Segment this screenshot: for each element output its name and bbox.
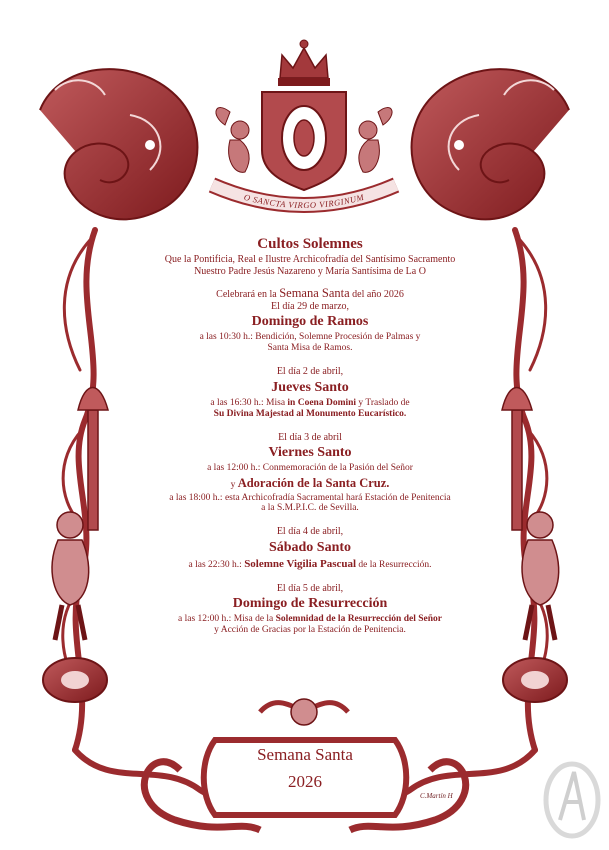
pedestal-left: [43, 658, 107, 702]
viernes-detail-2: [120, 474, 500, 492]
viernes-detail-2a: y: [230, 480, 238, 491]
intro-part-2: del año 2026: [349, 289, 404, 301]
sabado-heading: Sábado Santo: [268, 539, 352, 555]
jueves-detail-2-text: Su Divina Majestad al Monumento Eucarístico.: [213, 408, 407, 419]
sabado-date: El día 4 de abril,: [276, 526, 344, 538]
sabado-detail-1c: de la Resurrección.: [356, 559, 432, 570]
artist-signature: C.Martín H: [420, 792, 453, 800]
domingo-detail-1b: Solemnidad de la Resurrección del Señor: [275, 614, 442, 625]
cherub-head-icon: [260, 699, 348, 725]
royal-crown-icon: [278, 40, 330, 86]
cartouche-line-1: Semana Santa: [257, 745, 353, 764]
viernes-date: El día 3 de abril: [278, 431, 342, 443]
jueves-detail-1: [120, 398, 500, 409]
watermark-logo-icon: [540, 760, 604, 840]
brotherhood-line-2: Nuestro Padre Jesús Nazareno y María Santísima de La O: [194, 265, 426, 277]
dragon-scroll-right: [412, 69, 569, 219]
motto-text: O SANCTA VIRGO VIRGINUM: [242, 191, 366, 211]
pedestal-right: [503, 658, 567, 702]
domingo-detail-1a: a las 12:00 h.: Misa de la: [178, 614, 276, 625]
jueves-detail-1b: in Coena Domini: [287, 397, 357, 408]
domingo-detail-1: [120, 614, 500, 625]
coat-of-arms-icon: [262, 92, 346, 190]
dragon-scroll-left: [40, 69, 197, 219]
ramos-date: El día 29 de marzo,: [270, 300, 350, 312]
jueves-heading: Jueves Santo: [271, 379, 349, 395]
domingo-date: El día 5 de abril,: [276, 582, 344, 594]
ramos-detail-1: a las 10:30 h.: Bendición, Solemne Procesión de Palmas y: [199, 332, 421, 343]
jueves-detail-1a: a las 16:30 h.: Misa: [210, 397, 288, 408]
intro-part-1: Celebrará en la: [216, 289, 280, 301]
viernes-detail-2b: Adoración de la Santa Cruz.: [237, 476, 390, 491]
viernes-detail-4: a la S.M.P.I.C. de Sevilla.: [261, 503, 359, 514]
cherub-figure-left: [52, 512, 89, 640]
jueves-detail-1c: y Traslado de: [356, 397, 410, 408]
announcement-text: [120, 236, 500, 636]
viernes-heading: Viernes Santo: [268, 445, 352, 461]
ramos-heading: Domingo de Ramos: [251, 314, 369, 330]
viernes-detail-1: a las 12:00 h.: Conmemoración de la Pasión del Señor: [207, 463, 413, 474]
sabado-detail-1b: Solemne Vigilia Pascual: [244, 557, 357, 570]
viernes-detail-3: a las 18:00 h.: esta Archicofradía Sacramental hará Estación de Penitencia: [169, 492, 451, 503]
page-title: Cultos Solemnes: [257, 236, 363, 252]
domingo-detail-2: y Acción de Gracias por la Estación de Penitencia.: [214, 625, 406, 636]
brotherhood-line-1: Que la Pontificia, Real e Ilustre Archicofradía del Santísimo Sacramento: [164, 254, 456, 266]
domingo-heading: Domingo de Resurrección: [232, 596, 388, 612]
ramos-detail-2: Santa Misa de Ramos.: [267, 343, 353, 354]
intro-highlight: Semana Santa: [279, 286, 350, 301]
intro-line: [120, 286, 500, 301]
sabado-detail-1: [120, 558, 500, 571]
cherub-figure-right: [522, 512, 559, 640]
cartouche-line-2: 2026: [288, 772, 322, 791]
jueves-date: El día 2 de abril,: [276, 366, 344, 378]
sabado-detail-1a: a las 22:30 h.:: [188, 559, 245, 570]
jueves-detail-2: [120, 409, 500, 420]
